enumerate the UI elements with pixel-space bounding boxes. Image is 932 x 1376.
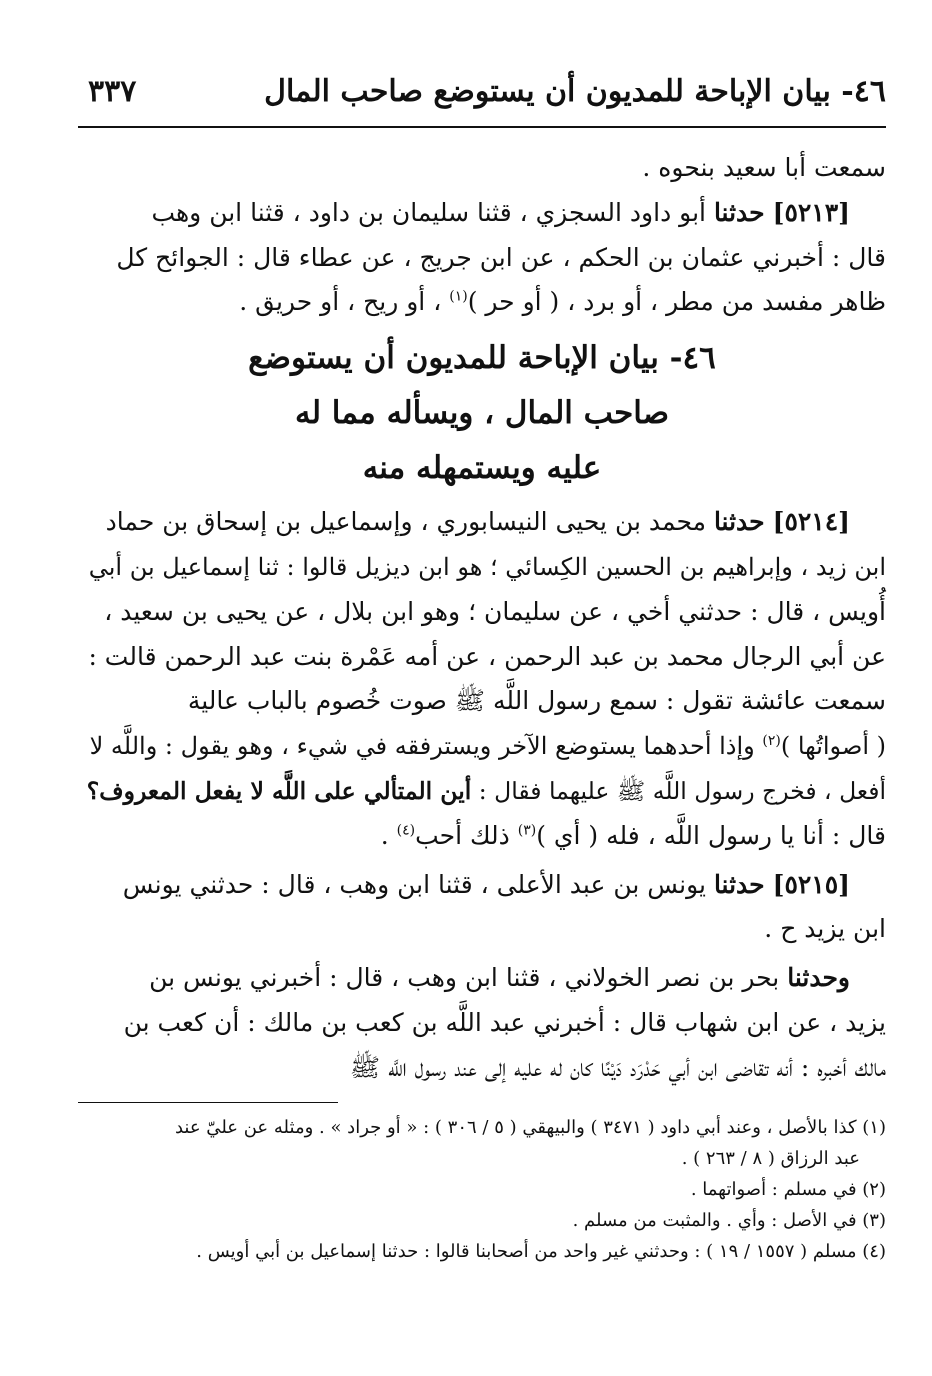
footnote-ref[interactable]: (٣) (517, 822, 537, 839)
text-line (78, 814, 886, 859)
footnote-rule (78, 1102, 338, 1103)
hadith-5215-line (78, 863, 886, 908)
footnote-1-continued: عبد الرزاق ( ٨ / ٢٦٣ ) . (681, 1148, 860, 1169)
line-text: سمعت عائشة تقول : سمع رسول اللَّه ﷺ صوت خُصوم بالباب عالية (187, 686, 886, 716)
line-text: سمعت أبا سعيد بنحوه . (642, 153, 886, 182)
hadith-number: [٥٢١٥] (772, 869, 850, 899)
text-line (78, 1001, 886, 1046)
text-line (78, 769, 886, 814)
hadith-5214-line (78, 500, 886, 545)
line-text: وإذا أحدهما يستوضع الآخر ويسترفقه في شيء ، وهو يقول : واللَّه لا (89, 732, 763, 761)
hadith-number: [٥٢١٤] (772, 507, 850, 537)
line-text: عن أبي الرجال محمد بن عبد الرحمن ، عن أمه عَمْرة بنت عبد الرحمن قالت : (88, 641, 886, 671)
page-number: ٣٣٧ (88, 74, 137, 109)
line-text: ذلك أحب (415, 820, 518, 850)
line-text: يزيد ، عن ابن شهاب قال : أخبرني عبد اللَّه بن كعب بن مالك : أن كعب بن (123, 1007, 886, 1037)
line-text: يونس بن عبد الأعلى ، قثنا ابن وهب ، قال : حدثني يونس (122, 869, 706, 899)
chapter-heading-line: ٤٦- بيان الإباحة للمديون أن يستوضع (248, 340, 716, 377)
footnote-ref[interactable]: (٢) (762, 733, 781, 750)
prophet-quote: أين المتألي على اللَّه لا يفعل المعروف؟ (86, 776, 472, 805)
book-page (78, 60, 886, 1262)
chapter-heading-line: صاحب المال ، ويسأله مما له (294, 395, 670, 432)
text-line (78, 545, 886, 590)
text-line (78, 590, 886, 635)
text-line (78, 1046, 886, 1091)
running-title: ٤٦- بيان الإباحة للمديون أن يستوضع صاحب المال (264, 74, 886, 109)
chapter-heading-line: عليه ويستمهله منه (362, 450, 602, 487)
line-text: بحر بن نصر الخولاني ، قثنا ابن وهب ، قال : أخبرني يونس بن (149, 963, 780, 993)
text-line (78, 635, 886, 680)
line-text: أفعل ، فخرج رسول اللَّه ﷺ عليهما فقال : (471, 776, 886, 805)
line-text: محمد بن يحيى النيسابوري ، وإسماعيل بن إسحاق بن حماد (105, 507, 706, 537)
line-text: ابن زيد ، وإبراهيم بن الحسين الكِسائي ؛ هو ابن ديزيل قالوا : ثنا إسماعيل بن أبي (88, 552, 886, 581)
line-text: . (380, 820, 397, 850)
line-text: ظاهر مفسد من مطر ، أو برد ، ( أو حر ) (467, 287, 886, 317)
keyword-wahaddathana: وحدثنا (787, 963, 850, 993)
text-line (78, 146, 886, 191)
footnote-3: (٣) في الأصل : وأي . والمثبت من مسلم . (572, 1210, 886, 1231)
line-text: قال : أنا يا رسول اللَّه ، فله ( أي ) (536, 820, 886, 850)
text-line (78, 679, 886, 724)
footnote-4: (٤) مسلم ( ١٥٥٧ / ١٩ ) : وحدثني غير واحد من أصحابنا قالوا : حدثنا إسماعيل بن أبي أويس . (196, 1241, 886, 1262)
text-line (78, 280, 886, 325)
footnote-2: (٢) في مسلم : أصواتهما . (690, 1179, 886, 1200)
keyword-haddathana: حدثنا (713, 507, 765, 537)
line-text: أبو داود السجزي ، قثنا سليمان بن داود ، قثنا ابن وهب (151, 197, 706, 227)
keyword-haddathana: حدثنا (713, 197, 765, 227)
footnote-ref[interactable]: (٤) (396, 822, 416, 839)
footnote-1: (١) كذا بالأصل ، وعند أبي داود ( ٣٤٧١ ) والبيهقي ( ٥ / ٣٠٦ ) : « أو جراد » . ومثله عن عليّ عند (174, 1117, 886, 1138)
footnotes (78, 1112, 886, 1267)
page-header (78, 60, 886, 120)
line-text: قال : أخبرني عثمان بن الحكم ، عن ابن جريج ، عن عطاء قال : الجوائح كل (116, 242, 886, 272)
header-rule (78, 126, 886, 128)
hadith-number: [٥٢١٣] (772, 197, 850, 227)
hadith-5215-alt-line (78, 956, 886, 1001)
line-text: ، أو ريح ، أو حريق . (239, 287, 450, 317)
text-line (78, 907, 886, 952)
line-text: أُويس ، قال : حدثني أخي ، عن سليمان ؛ وهو ابن بلال ، عن يحيى بن سعيد ، (104, 596, 886, 626)
line-text: مالك أخبره : أنه تقاضى ابن أبي حَدْرَد دَيْنًا كان له عليه إلى عند رسول اللَّه ﷺ (349, 1052, 886, 1082)
footnote-ref[interactable]: (١) (449, 289, 468, 306)
text-line (78, 724, 886, 769)
text-line (78, 236, 886, 281)
keyword-haddathana: حدثنا (713, 869, 765, 899)
main-text (78, 146, 886, 1091)
hadith-5213-line (78, 191, 886, 236)
line-text: ابن يزيد ح . (764, 914, 886, 944)
line-text: ( أصواتُها ) (780, 732, 886, 761)
